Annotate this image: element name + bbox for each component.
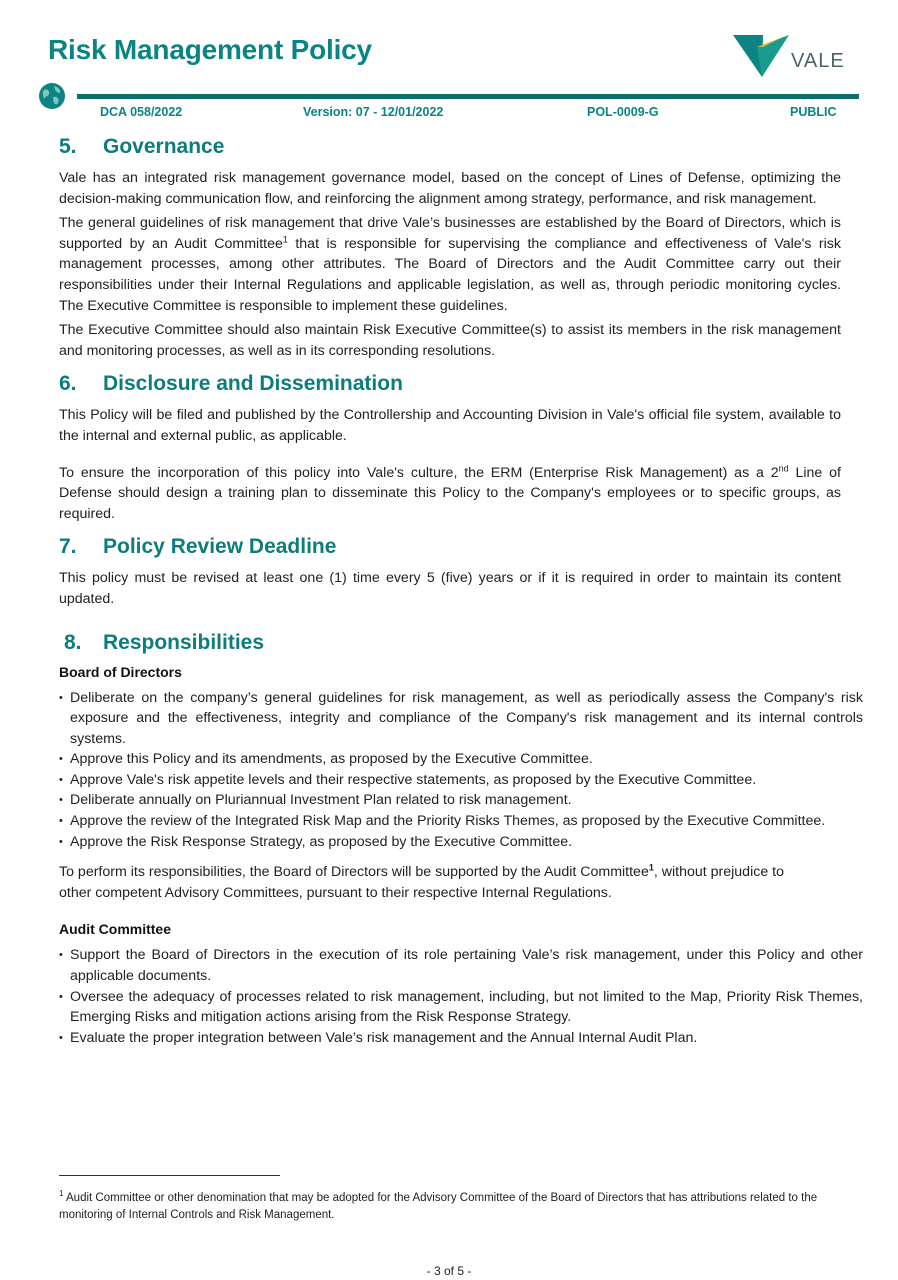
logo-text: VALE bbox=[791, 50, 845, 72]
disclosure-paragraph-2 bbox=[59, 463, 841, 525]
classification: PUBLIC bbox=[790, 105, 837, 119]
section-title: Governance bbox=[103, 135, 225, 158]
footnote-marker: 1 bbox=[59, 1189, 64, 1199]
vale-logo-icon bbox=[733, 33, 791, 79]
section-number: 7. bbox=[59, 535, 77, 559]
board-support-note bbox=[59, 862, 789, 903]
governance-paragraph-2 bbox=[59, 213, 841, 316]
section-heading-disclosure bbox=[59, 368, 863, 400]
footnote-text: Audit Committee or other denomination that may be adopted for the Advisory Committee of the Board of Directors that has attributions related to the monitoring of Internal Controls and Risk Management. bbox=[59, 1192, 818, 1221]
text-span: The general guidelines of risk management that drive Vale’s businesses are established by the Board of Directors, which is supported by an Audit Committee bbox=[59, 215, 841, 252]
doc-version: Version: 07 - 12/01/2022 bbox=[303, 105, 444, 119]
page-number: - 3 of 5 - bbox=[426, 1264, 472, 1278]
text-span: To perform its responsibilities, the Board of Directors will be supported by the Audit Committee bbox=[59, 864, 649, 881]
section-title: Policy Review Deadline bbox=[103, 535, 337, 559]
list-item: • Support the Board of Directors in the execution of its role pertaining Vale’s risk management, under this Policy and other applicable documents. bbox=[59, 945, 863, 986]
document-title: Risk Management Policy bbox=[48, 34, 372, 65]
text-span: , without prejudice to other competent Advisory Committees, pursuant to their respective Internal Regulations. bbox=[59, 864, 784, 901]
section-number: 8. bbox=[64, 630, 82, 654]
list-item: • Oversee the adequacy of processes related to risk management, including, but not limited to the Map, Priority Risk Themes, Emerging Risks and mitigation actions arising from the Risk Response Strategy. bbox=[59, 987, 863, 1028]
header-divider bbox=[77, 94, 859, 99]
footnote-divider bbox=[59, 1175, 280, 1176]
section-number: 5. bbox=[59, 135, 77, 158]
subsection-heading-board: Board of Directors bbox=[59, 663, 182, 680]
list-item: • Approve the review of the Integrated Risk Map and the Priority Risks Themes, as proposed by the Executive Committee. bbox=[59, 811, 863, 832]
subsection-heading-audit: Audit Committee bbox=[59, 921, 171, 938]
board-responsibilities-list bbox=[59, 688, 863, 853]
section-heading-responsibilities bbox=[59, 627, 863, 659]
review-paragraph: This policy must be revised at least one (1) time every 5 (five) years or if it is required in order to maintain its content updated. bbox=[59, 570, 841, 607]
governance-paragraph-1: Vale has an integrated risk management governance model, based on the concept of Lines of Defense, optimizing the decision-making communication flow, and reinforcing the alignment among strategy, performance, and risk management. bbox=[59, 170, 841, 207]
text-span: Line of Defense should design a training plan to disseminate this Policy to the Company's employees or to specific groups, as required. bbox=[59, 464, 841, 522]
disclosure-paragraph-1: This Policy will be filed and published by the Controllership and Accounting Division in Vale's official file system, available to the internal and external public, as applicable. bbox=[59, 407, 841, 444]
section-number: 6. bbox=[59, 372, 77, 396]
section-title: Responsibilities bbox=[103, 630, 265, 654]
section-heading-review bbox=[59, 531, 863, 563]
list-item: • Approve Vale's risk appetite levels and their respective statements, as proposed by the Executive Committee. bbox=[59, 770, 863, 791]
section-title: Disclosure and Dissemination bbox=[103, 372, 403, 396]
text-span: that is responsible for supervising the compliance and effectiveness of Vale's risk management processes, among other attributes. The Board of Directors and the Audit Committee carry out their responsibilities under their Internal Regulations and applicable legislation, as well as, through periodic monitoring cycles. The Executive Committee is responsible to implement these guidelines. bbox=[59, 235, 841, 314]
section-heading-governance bbox=[59, 131, 863, 163]
footnote-ref: 1 bbox=[282, 234, 288, 245]
list-item: • Deliberate annually on Pluriannual Investment Plan related to risk management. bbox=[59, 790, 863, 811]
audit-responsibilities-list bbox=[59, 945, 863, 1048]
globe-icon bbox=[38, 82, 66, 110]
document-body bbox=[59, 131, 863, 1048]
list-item: • Approve this Policy and its amendments, as proposed by the Executive Committee. bbox=[59, 749, 863, 770]
text-span: To ensure the incorporation of this policy into Vale's culture, the ERM (Enterprise Risk Management) as a 2 bbox=[59, 464, 779, 481]
doc-code: DCA 058/2022 bbox=[100, 105, 183, 119]
list-item: • Deliberate on the company’s general guidelines for risk management, as well as periodically assess the Company's risk exposure and the effectiveness, integrity and compliance of the Company's risk management and its internal controls systems. bbox=[59, 688, 863, 750]
list-item: • Evaluate the proper integration between Vale’s risk management and the Annual Internal Audit Plan. bbox=[59, 1028, 863, 1049]
superscript: nd bbox=[778, 462, 789, 473]
governance-paragraph-3: The Executive Committee should also maintain Risk Executive Committee(s) to assist its members in the risk management and monitoring processes, as well as in its corresponding resolutions. bbox=[59, 322, 841, 359]
policy-code: POL-0009-G bbox=[587, 105, 659, 119]
vale-logo bbox=[733, 33, 848, 81]
list-item: • Approve the Risk Response Strategy, as proposed by the Executive Committee. bbox=[59, 832, 863, 853]
footnote bbox=[59, 1190, 849, 1224]
footnote-ref: 1 bbox=[648, 862, 654, 873]
